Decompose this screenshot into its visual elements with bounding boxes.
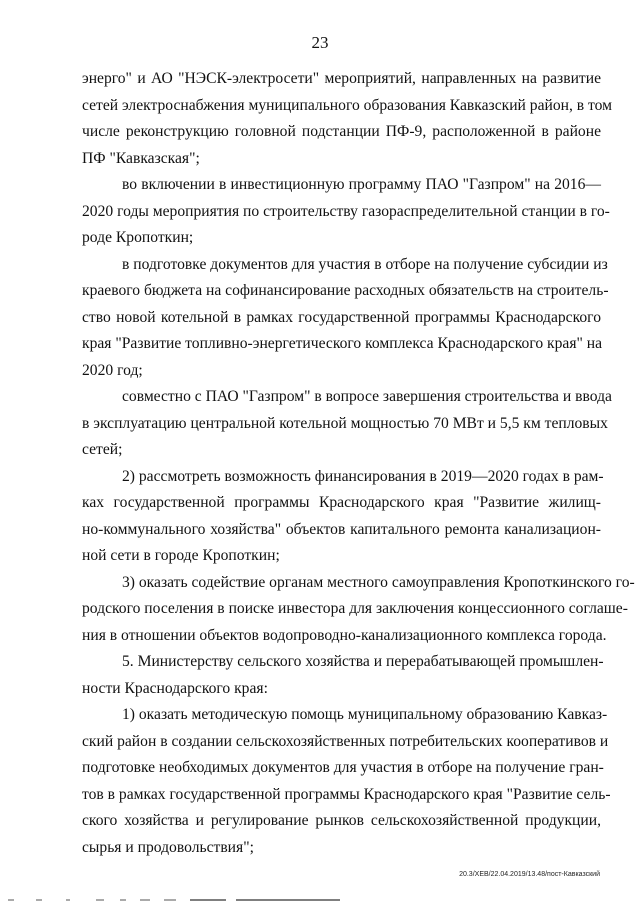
scan-edge-marks [0, 896, 640, 904]
text-line: ности Краснодарского края: [82, 679, 268, 697]
page-number: 23 [311, 33, 329, 52]
text-line: 2) рассмотреть возможность финансирования в 2019—2020 годах в рам- [122, 467, 604, 485]
text-line: ство новой котельной в рамках государственной программы Краснодарского [82, 308, 601, 326]
text-line: во включении в инвестиционную программу ПАО "Газпром" на 2016— [122, 176, 601, 193]
text-line: энерго" и АО "НЭСК-электросети" мероприятий, направленных на развитие [82, 70, 601, 87]
text-line: родского поселения в поиске инвестора для заключения концессионного соглаше- [82, 600, 628, 617]
text-line: 2020 годы мероприятия по строительству газораспределительной станции в го- [82, 202, 610, 220]
text-line: в эксплуатацию центральной котельной мощностью 70 МВт и 5,5 км тепловых [82, 414, 608, 432]
text-line: 2020 год; [82, 361, 143, 379]
text-line: ках государственной программы Краснодарского края "Развитие жилищ- [82, 494, 601, 511]
text-line: сырья и продовольствия"; [82, 838, 254, 856]
text-line: ния в отношении объектов водопроводно-канализационного комплекса города. [82, 626, 607, 644]
text-line: роде Кропоткин; [82, 229, 194, 246]
text-line: совместно с ПАО "Газпром" в вопросе завершения строительства и ввода [122, 388, 612, 405]
text-line: сетей электроснабжения муниципального образования Кавказский район, в том [82, 96, 613, 114]
text-line: числе реконструкцию головной подстанции ПФ-9, расположенной в районе [82, 123, 601, 140]
footer-document-code: 20.3/ХЕВ/22.04.2019/13.48/пост-Кавказский [459, 871, 600, 878]
text-line: 3) оказать содействие органам местного самоуправления Кропоткинского го- [122, 573, 635, 591]
text-line: подготовке необходимых документов для участия в отборе на получение гран- [82, 759, 604, 776]
text-line: ский район в создании сельскохозяйственных потребительских кооперативов и [82, 732, 609, 750]
text-line: края "Развитие топливно-энергетического комплекса Краснодарского края" на [82, 335, 603, 352]
text-line: ПФ "Кавказская"; [82, 149, 200, 167]
text-line: ной сети в городе Кропоткин; [82, 547, 280, 564]
text-line: сетей; [82, 441, 123, 458]
text-line: ского хозяйства и регулирование рынков сельскохозяйственной продукции, [82, 812, 601, 829]
text-line: в подготовке документов для участия в отборе на получение субсидии из [122, 255, 608, 273]
text-line: краевого бюджета на софинансирование расходных обязательств на строитель- [82, 282, 609, 299]
text-line: 5. Министерству сельского хозяйства и перерабатывающей промышлен- [122, 653, 604, 670]
text-line: 1) оказать методическую помощь муниципальному образованию Кавказ- [122, 706, 608, 723]
document-body [82, 66, 635, 861]
text-line: тов в рамках государственной программы Краснодарского края "Развитие сель- [82, 785, 611, 803]
text-line: но-коммунального хозяйства" объектов капитального ремонта канализацион- [82, 520, 601, 538]
